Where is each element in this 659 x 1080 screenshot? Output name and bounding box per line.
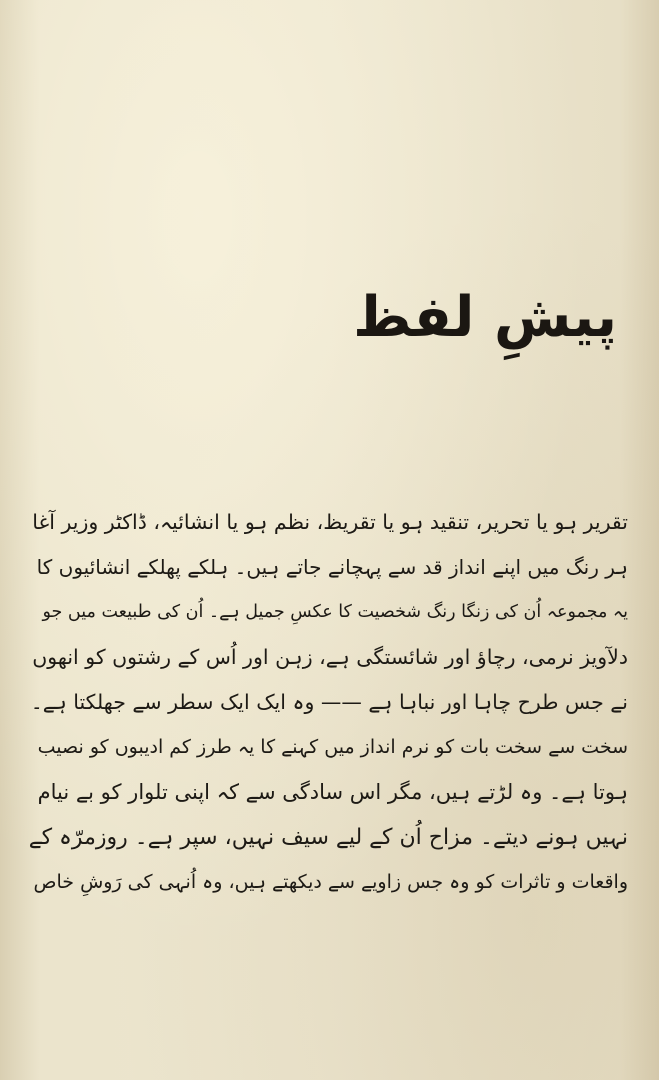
text-line: ہر رنگ میں اپنے انداز قد سے پہچانے جاتے ہیں۔ ہلکے پھلکے انشائیوں کا <box>36 555 628 579</box>
text-line: ہوتا ہے۔ وہ لڑتے ہیں، مگر اس سادگی سے کہ اپنی تلوار کو بے نیام <box>37 780 628 804</box>
text-line: نے جس طرح چاہا اور نباہا ہے —— وہ ایک ایک سطر سے جھلکتا ہے۔ <box>30 690 628 714</box>
text-line: تقریر ہو یا تحریر، تنقید ہو یا تقریظ، نظم ہو یا انشائیہ، ڈاکٹر وزیر آغا <box>32 510 628 534</box>
body-paragraph <box>28 500 628 905</box>
text-line: دلآویز نرمی، رچاؤ اور شائستگی ہے، زہن اور اُس کے رشتوں کو انھوں <box>32 645 628 669</box>
text-line: واقعات و تاثرات کو وہ جس زاویے سے دیکھتے ہیں، وہ اُنہی کی رَوشِ خاص <box>33 871 628 893</box>
text-line: سخت سے سخت بات کو نرم انداز میں کہنے کا یہ طرز کم ادیبوں کو نصیب <box>37 736 628 758</box>
text-line: یہ مجموعہ اُن کی زنگا رنگ شخصیت کا عکسِ جمیل ہے۔ اُن کی طبیعت میں جو <box>42 602 628 622</box>
text-line: نہیں ہونے دیتے۔ مزاح اُن کے لیے سیف نہیں، سپر ہے۔ روزمرّہ کے <box>28 825 628 850</box>
page-title: پیشِ لفظ <box>353 285 617 350</box>
